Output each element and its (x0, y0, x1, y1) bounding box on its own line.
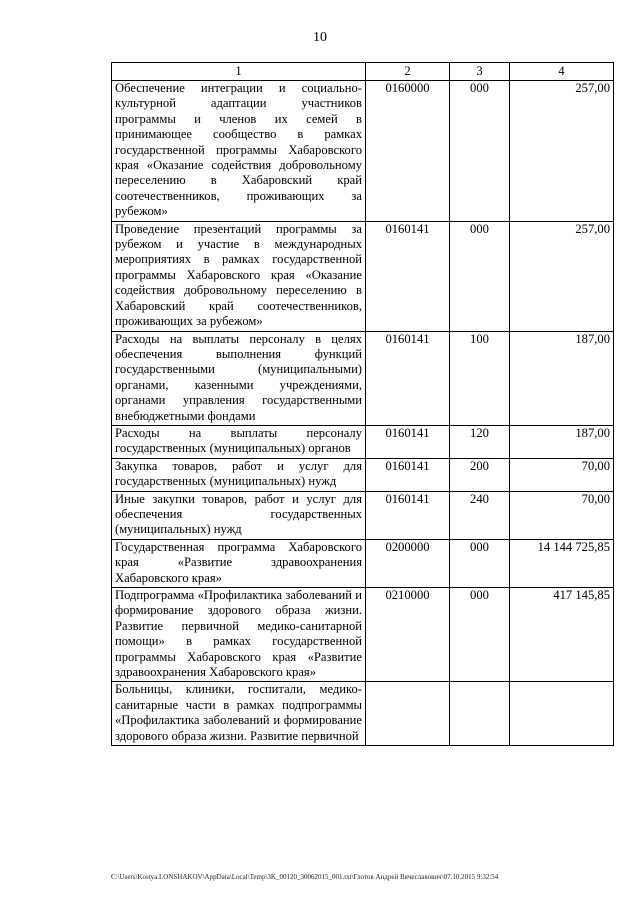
row-expense-type: 000 (450, 81, 510, 222)
table-row (112, 331, 614, 425)
table-row (112, 81, 614, 222)
row-code: 0160141 (366, 425, 450, 458)
row-amount (510, 682, 614, 746)
row-amount: 187,00 (510, 425, 614, 458)
row-expense-type: 200 (450, 458, 510, 491)
budget-table (111, 62, 614, 746)
row-amount: 257,00 (510, 221, 614, 331)
row-name: Подпрограмма «Профилактика заболеваний и формирование здорового образа жизни. Развитие первичной медико-санитарной помощи» в рамках государственной программы Хабаровского края «Развитие здравоохранения Хабаровского края» (112, 588, 366, 682)
row-name: Расходы на выплаты персоналу государственных (муниципальных) органов (112, 425, 366, 458)
row-expense-type (450, 682, 510, 746)
file-path-footer: C:\Users\Kostya.LONSHAKOV\AppData\Local\Temp\3K_00120_30062015_001.txt\Глотов Андрей Вячеславович\07.10.2015 9:32:54 (111, 873, 499, 881)
row-expense-type: 240 (450, 491, 510, 539)
row-code: 0160000 (366, 81, 450, 222)
row-amount: 14 144 725,85 (510, 539, 614, 587)
table-row (112, 458, 614, 491)
row-expense-type: 100 (450, 331, 510, 425)
row-code: 0160141 (366, 491, 450, 539)
header-col-4: 4 (510, 63, 614, 81)
row-name: Обеспечение интеграции и социально-культурной адаптации участников программы и членов их семей в принимающее сообщество в рамках государственной программы Хабаровского края «Оказание содействия добровольному переселению в Хабаровский край соотечественников, проживающих за рубежом» (112, 81, 366, 222)
row-expense-type: 000 (450, 221, 510, 331)
header-col-1: 1 (112, 63, 366, 81)
row-amount: 70,00 (510, 458, 614, 491)
row-code (366, 682, 450, 746)
row-amount: 70,00 (510, 491, 614, 539)
table-row (112, 425, 614, 458)
row-expense-type: 000 (450, 588, 510, 682)
table-row (112, 682, 614, 746)
row-name: Закупка товаров, работ и услуг для государственных (муниципальных) нужд (112, 458, 366, 491)
row-amount: 257,00 (510, 81, 614, 222)
row-name: Расходы на выплаты персоналу в целях обеспечения выполнения функций государственными (муниципальными) органами, казенными учреждениями, органами управления государственными внебюджетными фондами (112, 331, 366, 425)
row-code: 0160141 (366, 458, 450, 491)
row-code: 0160141 (366, 221, 450, 331)
row-amount: 187,00 (510, 331, 614, 425)
row-name: Больницы, клиники, госпитали, медико-санитарные части в рамках подпрограммы «Профилактика заболеваний и формирование здорового образа жизни. Развитие первичной (112, 682, 366, 746)
row-amount: 417 145,85 (510, 588, 614, 682)
header-col-2: 2 (366, 63, 450, 81)
table-row (112, 588, 614, 682)
row-name: Проведение презентаций программы за рубежом и участие в международных мероприятиях в рамках государственной программы Хабаровского края «Оказание содействия добровольному переселению в Хабаровский край соотечественников, проживающих за рубежом» (112, 221, 366, 331)
row-expense-type: 000 (450, 539, 510, 587)
table-header-row (112, 63, 614, 81)
row-expense-type: 120 (450, 425, 510, 458)
page-number: 10 (313, 30, 327, 45)
row-name: Иные закупки товаров, работ и услуг для обеспечения государственных (муниципальных) нужд (112, 491, 366, 539)
row-code: 0210000 (366, 588, 450, 682)
table-row (112, 221, 614, 331)
table-row (112, 491, 614, 539)
row-code: 0160141 (366, 331, 450, 425)
header-col-3: 3 (450, 63, 510, 81)
row-name: Государственная программа Хабаровского края «Развитие здравоохранения Хабаровского края» (112, 539, 366, 587)
row-code: 0200000 (366, 539, 450, 587)
table-row (112, 539, 614, 587)
